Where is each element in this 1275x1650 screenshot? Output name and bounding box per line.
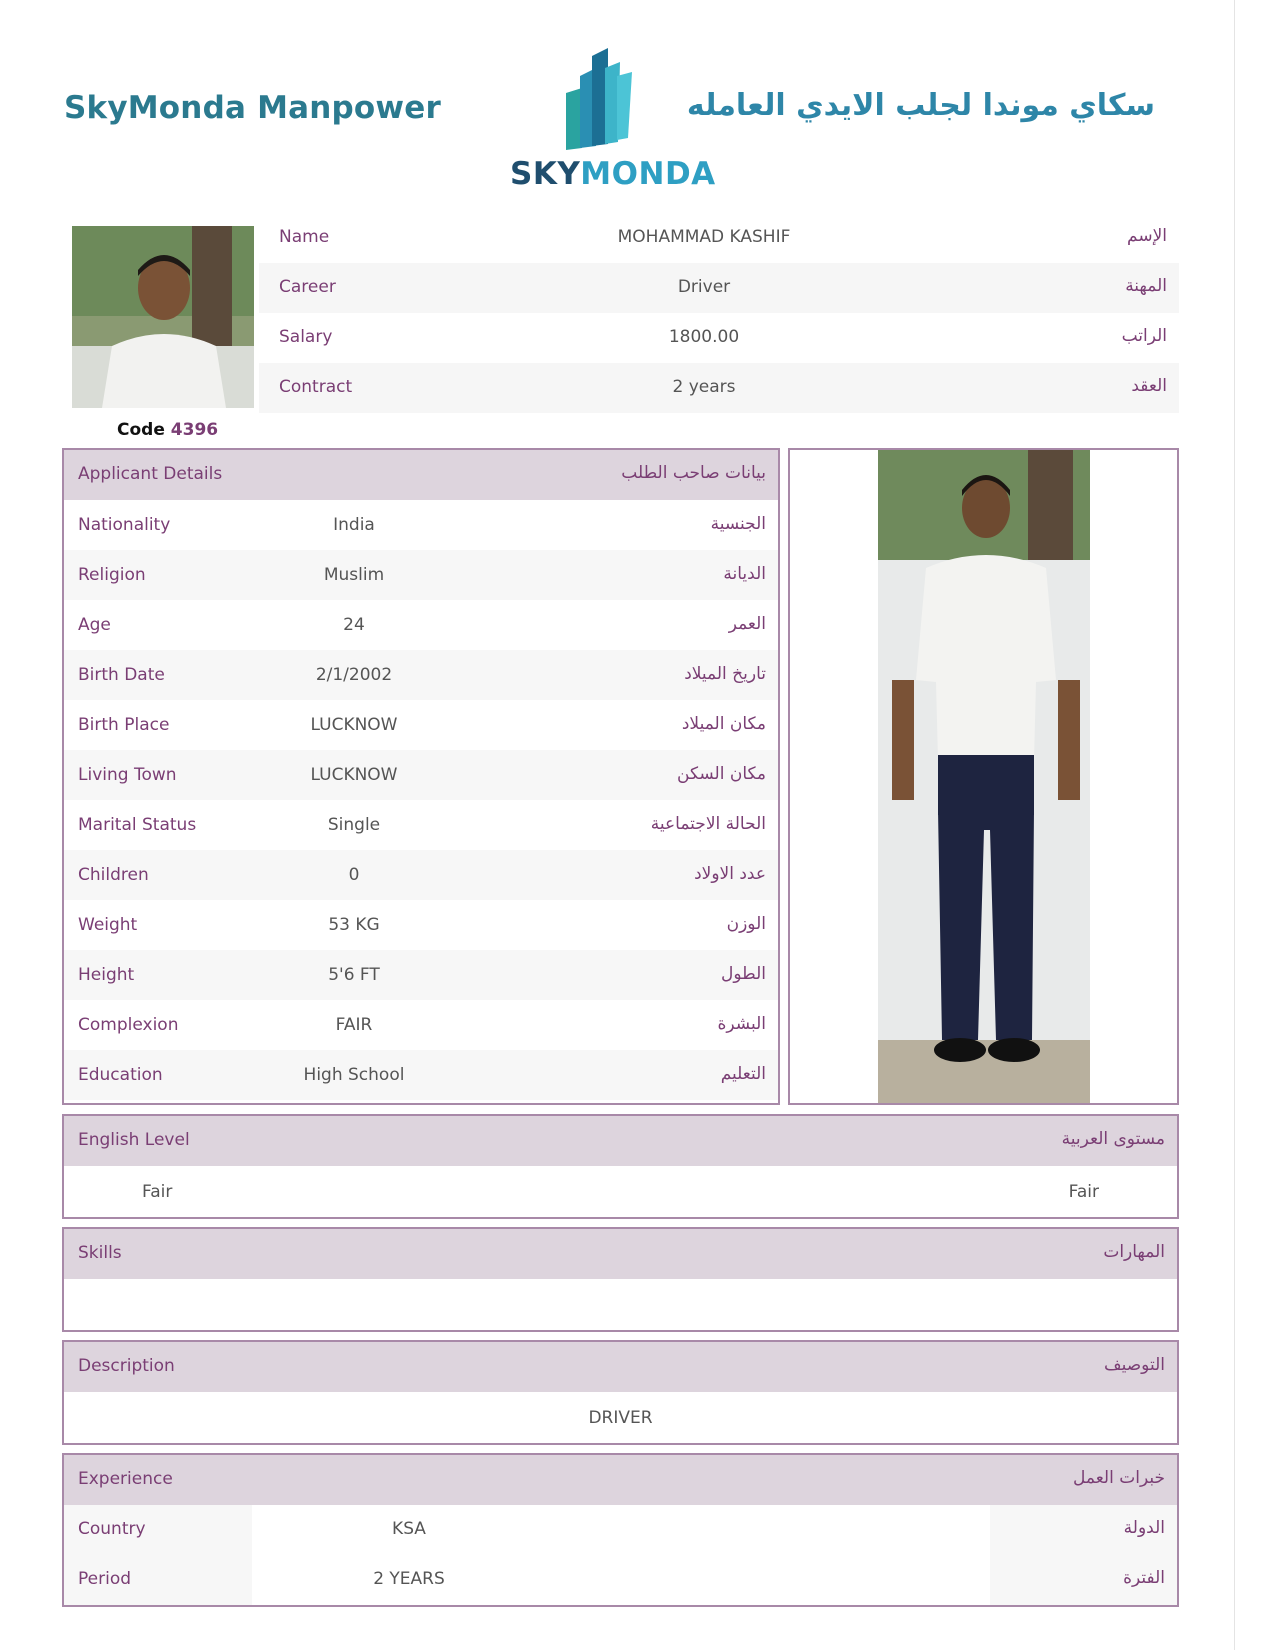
detail-row [64,850,778,900]
brand-name-english: SkyMonda Manpower [64,90,441,126]
detail-row [64,550,778,600]
detail-label-arabic: البشرة [717,1014,766,1034]
logo-buildings-icon [510,48,692,158]
experience-header [64,1455,1177,1505]
applicant-full-photo-panel [788,448,1179,1105]
detail-label-arabic: الوزن [726,914,766,934]
experience-panel [62,1453,1179,1607]
panel-title: Skills [78,1243,122,1263]
summary-label-arabic: الإسم [1127,226,1167,246]
summary-value: 2 years [672,377,736,397]
description-header [64,1342,1177,1392]
detail-value: High School [303,1065,405,1085]
detail-row [64,1000,778,1050]
summary-value: Driver [677,277,731,297]
detail-label: Age [78,615,111,635]
experience-label: Country [78,1519,146,1539]
detail-label: Religion [78,565,146,585]
detail-label-arabic: التعليم [720,1064,766,1084]
detail-label: Children [78,865,149,885]
panel-title: Experience [78,1469,173,1489]
experience-value: KSA [392,1519,426,1539]
detail-label: Weight [78,915,138,935]
experience-label-arabic: الفترة [1123,1568,1165,1588]
detail-label-arabic: الحالة الاجتماعية [650,814,766,834]
detail-value: India [333,515,375,535]
experience-label: Period [78,1569,132,1589]
english-level-header [64,1116,1177,1166]
detail-label: Living Town [78,765,177,785]
arabic-level-value: Fair [1068,1182,1099,1202]
detail-value: Muslim [323,565,385,585]
detail-value: 5'6 FT [328,965,380,985]
summary-row-name [259,213,1179,263]
description-panel [62,1340,1179,1445]
summary-label: Contract [279,377,353,397]
detail-row [64,800,778,850]
summary-value: MOHAMMAD KASHIF [617,227,791,247]
description-value: DRIVER [588,1408,653,1428]
detail-value: 24 [343,615,365,635]
summary-label: Name [279,227,330,247]
detail-value: 53 KG [328,915,380,935]
detail-row [64,900,778,950]
detail-value: 2/1/2002 [315,665,393,685]
detail-label-arabic: الطول [721,964,766,984]
code-value: 4396 [170,420,219,440]
panel-title: English Level [78,1130,190,1150]
panel-title: Applicant Details [78,464,223,484]
detail-label: Education [78,1065,163,1085]
logo-text-monda: MONDA [580,156,716,192]
code-label: Code [117,420,165,440]
detail-label: Nationality [78,515,171,535]
detail-value: FAIR [335,1015,373,1035]
english-level-value: Fair [142,1182,173,1202]
detail-label: Marital Status [78,815,197,835]
detail-value: LUCKNOW [310,765,398,785]
summary-row-salary [259,313,1179,363]
detail-label-arabic: عدد الاولاد [694,864,766,884]
detail-row [64,950,778,1000]
skymonda-logo [510,48,716,198]
detail-label-arabic: العمر [728,614,766,634]
detail-row [64,650,778,700]
summary-label: Salary [279,327,333,347]
detail-row [64,500,778,550]
detail-label: Birth Date [78,665,165,685]
applicant-thumbnail-photo [72,226,254,408]
logo-wordmark [510,156,716,192]
detail-value: LUCKNOW [310,715,398,735]
applicant-details-panel [62,448,780,1105]
detail-value: 0 [348,865,360,885]
summary-value: 1800.00 [668,327,740,347]
detail-label: Height [78,965,135,985]
skills-header [64,1229,1177,1279]
detail-row [64,700,778,750]
panel-title-arabic: بيانات صاحب الطلب [621,463,766,483]
page-edge [1234,0,1275,1650]
detail-row [64,600,778,650]
detail-label-arabic: مكان السكن [677,764,766,784]
summary-label-arabic: الراتب [1121,326,1167,346]
experience-row-country [64,1505,1177,1555]
experience-label-arabic: الدولة [1123,1518,1165,1538]
detail-label-arabic: الديانة [723,564,766,584]
panel-title-arabic: التوصيف [1104,1355,1165,1375]
summary-label-arabic: العقد [1131,376,1167,396]
detail-label-arabic: مكان الميلاد [681,714,766,734]
detail-value: Single [327,815,381,835]
summary-label-arabic: المهنة [1125,276,1167,296]
detail-row [64,750,778,800]
experience-value: 2 YEARS [373,1569,445,1589]
detail-label: Birth Place [78,715,170,735]
summary-row-career [259,263,1179,313]
panel-title-arabic: خبرات العمل [1073,1468,1165,1488]
english-level-panel [62,1114,1179,1219]
detail-label-arabic: تاريخ الميلاد [684,664,766,684]
logo-text-sky: SKY [510,156,581,192]
summary-table [259,213,1179,413]
applicant-full-photo [878,450,1090,1103]
summary-label: Career [279,277,336,297]
detail-row [64,1050,778,1100]
detail-label-arabic: الجنسية [710,514,766,534]
panel-title-arabic: المهارات [1103,1242,1165,1262]
panel-title-arabic: مستوى العربية [1061,1129,1165,1149]
panel-title: Description [78,1356,175,1376]
summary-row-contract [259,363,1179,413]
applicant-details-rows [64,500,778,1100]
skills-panel [62,1227,1179,1332]
detail-label: Complexion [78,1015,179,1035]
brand-name-arabic: سكاي موندا لجلب الايدي العامله [686,88,1155,123]
applicant-code [117,420,218,440]
applicant-details-header [64,450,778,500]
experience-row-period [64,1555,1177,1605]
